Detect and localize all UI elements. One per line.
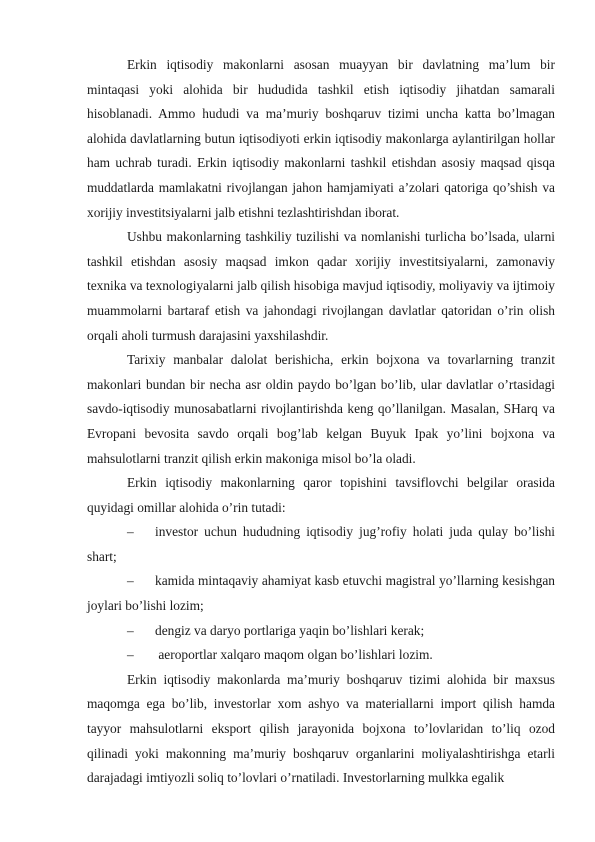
list-bullet: – xyxy=(127,524,134,540)
paragraph-1: Erkin iqtisodiy makonlarni asosan muayyan bir davlatning ma’lum bir mintaqasi yoki alohida bir hududida tashkil etish iqtisodiy jihatdan samarali hisoblanadi. Ammo hududi va ma’muriy boshqaruv tizimi uncha katta bo’lmagan alohida davlatlarning butun iqtisodiyoti erkin iqtisodiy makonlarga aylantirilgan hollar ham uchrab turadi. Erkin iqtisodiy makonlarni tashkil etishdan asosiy maqsad qisqa muddatlarda mamlakatni rivojlangan jahon hamjamiyati a’zolari qatoriga qo’shish va xorijiy investitsiyalarni jalb etishni tezlashtirishdan iborat. xyxy=(87,57,555,220)
list-bullet: – xyxy=(127,622,134,638)
list-bullet: – xyxy=(127,647,134,663)
list-item-text: kamida mintaqaviy ahamiyat kasb etuvchi magistral yo’llarning kesishgan joylari bo’lishi lozim; xyxy=(87,573,555,614)
paragraph-5: Erkin iqtisodiy makonlarda ma’muriy boshqaruv tizimi alohida bir maxsus maqomga ega bo’lib, investorlar xom ashyo va materiallarni import qilish hamda tayyor mahsulotlarni eksport qilish jarayonida bojxona to’lovlaridan to’liq ozod qilinadi yoki makonning ma’muriy boshqaruv organlarini moliyalashtirishga etarli darajadagi imtiyozli soliq to’lovlari o’rnatiladi. Investorlarning mulkka egalik xyxy=(87,671,555,786)
list-item xyxy=(87,619,555,644)
paragraph-3: Tarixiy manbalar dalolat berishicha, erkin bojxona va tovarlarning tranzit makonlari bundan bir necha asr oldin paydo bo’lgan bo’lib, ular davlatlar o’rtasidagi savdo-iqtisodiy munosabatlarni rivojlantirishda keng qo’llanilgan. Masalan, SHarq va Evropani bevosita savdo orqali bog’lab kelgan Buyuk Ipak yo’lini bojxona va mahsulotlarni tranzit qilish erkin makoniga misol bo’la oladi. xyxy=(87,352,555,466)
list-bullet: – xyxy=(127,573,134,589)
paragraph-2: Ushbu makonlarning tashkiliy tuzilishi va nomlanishi turlicha bo’lsada, ularni tashkil etishdan asosiy maqsad imkon qadar xorijiy investitsiyalarni, zamonaviy texnika va texnologiyalarni jalb qilish hisobiga mavjud iqtisodiy, moliyaviy va ijtimoiy muammolarni bartaraf etish va jahondagi rivojlangan davlatlar qatoridan o’rin olish orqali aholi turmush darajasini yaxshilashdir. xyxy=(87,229,555,343)
list-item xyxy=(87,643,555,668)
document-page xyxy=(87,53,555,791)
list-item xyxy=(87,520,555,569)
paragraph-4: Erkin iqtisodiy makonlarning qaror topishini tavsiflovchi belgilar orasida quyidagi omillar alohida o’rin tutadi: xyxy=(87,475,555,515)
list-item-text: investor uchun hududning iqtisodiy jug’rofiy holati juda qulay bo’lishi shart; xyxy=(87,524,555,564)
list-item xyxy=(87,569,555,618)
list-item-text: aeroportlar xalqaro maqom olgan bo’lishlari lozim. xyxy=(155,647,433,663)
list-item-text: dengiz va daryo portlariga yaqin bo’lishlari kerak; xyxy=(155,622,425,638)
